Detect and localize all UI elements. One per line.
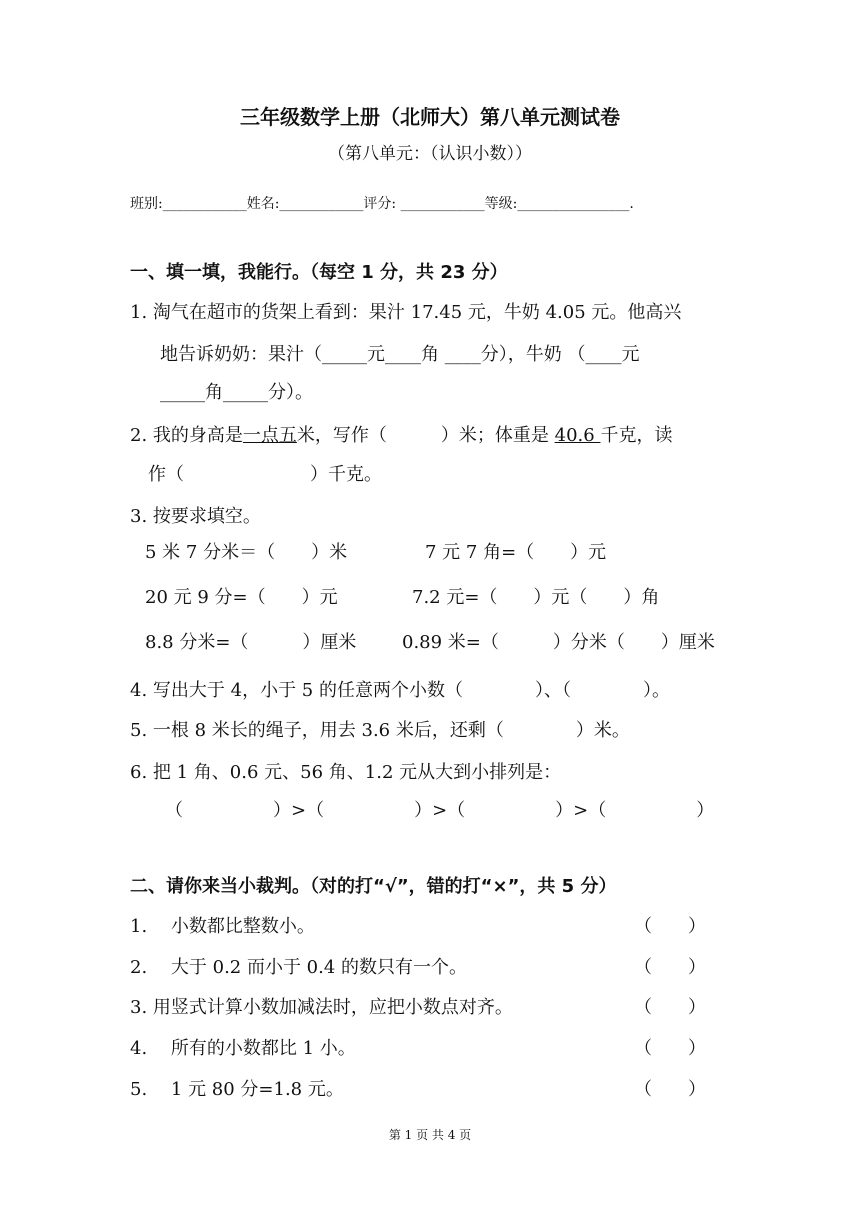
section2-heading: 二、请你来当小裁判。（对的打“√”，错的打“×”，共 5 分） <box>130 876 617 897</box>
judge-blank-2: （ ） <box>634 957 706 978</box>
judge-item-3: 3. 用竖式计算小数加减法时，应把小数点对齐。 <box>130 997 513 1018</box>
q5: 5. 一根 8 米长的绳子，用去 3.6 米后，还剩（ ）米。 <box>130 720 630 741</box>
q1-line3: _____角_____分）。 <box>160 382 313 403</box>
judge-item-5: 5. 1 元 80 分=1.8 元。 <box>130 1079 344 1100</box>
q3-r1a: 5 米 7 分米＝（ ）米 <box>145 542 348 563</box>
q2-prefix: 2. 我的身高是 <box>130 425 243 446</box>
judge-blank-4: （ ） <box>634 1038 706 1059</box>
judge-blank-1: （ ） <box>634 916 706 937</box>
judge-blank-5: （ ） <box>634 1079 706 1100</box>
q3-r1b: 7 元 7 角=（ ）元 <box>425 542 607 563</box>
section1-heading: 一、填一填，我能行。（每空 1 分，共 23 分） <box>130 262 508 283</box>
student-info-line: 班别:____________姓名:____________评分: ____________等级:________________. <box>130 196 634 212</box>
judge-item-1: 1. 小数都比整数小。 <box>130 916 315 937</box>
judge-blank-3: （ ） <box>634 997 706 1018</box>
q3-r3a: 8.8 分米=（ ）厘米 <box>145 632 357 653</box>
q1-line2: 地告诉奶奶：果汁（_____元____角 ____分），牛奶 （____元 <box>160 344 640 365</box>
q3-r2a: 20 元 9 分=（ ）元 <box>145 587 338 608</box>
q4: 4. 写出大于 4，小于 5 的任意两个小数（ ）、（ ）。 <box>130 680 670 701</box>
q2-line1 <box>130 425 672 447</box>
page-footer: 第 1 页 共 4 页 <box>388 1128 472 1142</box>
q3-r2b: 7.2 元=（ ）元（ ）角 <box>412 587 660 608</box>
q6-line2: （ ）>（ ）>（ ）>（ ） <box>165 800 715 821</box>
page-title: 三年级数学上册（北师大）第八单元测试卷 <box>240 105 620 129</box>
q3-r3b: 0.89 米=（ ）分米（ ）厘米 <box>402 632 715 653</box>
q6-line1: 6. 把 1 角、0.6 元、56 角、1.2 元从大到小排列是： <box>130 762 562 783</box>
q1-line1: 1. 淘气在超市的货架上看到：果汁 17.45 元，牛奶 4.05 元。他高兴 <box>130 302 682 323</box>
q2-line2: 作（ ）千克。 <box>148 464 382 485</box>
judge-item-4: 4. 所有的小数都比 1 小。 <box>130 1038 356 1059</box>
q2-underlined-height: 一点五 <box>242 425 297 446</box>
judge-item-2: 2. 大于 0.2 而小于 0.4 的数只有一个。 <box>130 957 468 978</box>
q2-middle: 米，写作（ ）米；体重是 <box>296 425 555 446</box>
page-subtitle: （第八单元：（认识小数）） <box>328 144 532 164</box>
q2-suffix: 千克，读 <box>600 425 673 446</box>
q3-line1: 3. 按要求填空。 <box>130 506 261 527</box>
q2-underlined-weight: 40.6 <box>554 425 601 446</box>
